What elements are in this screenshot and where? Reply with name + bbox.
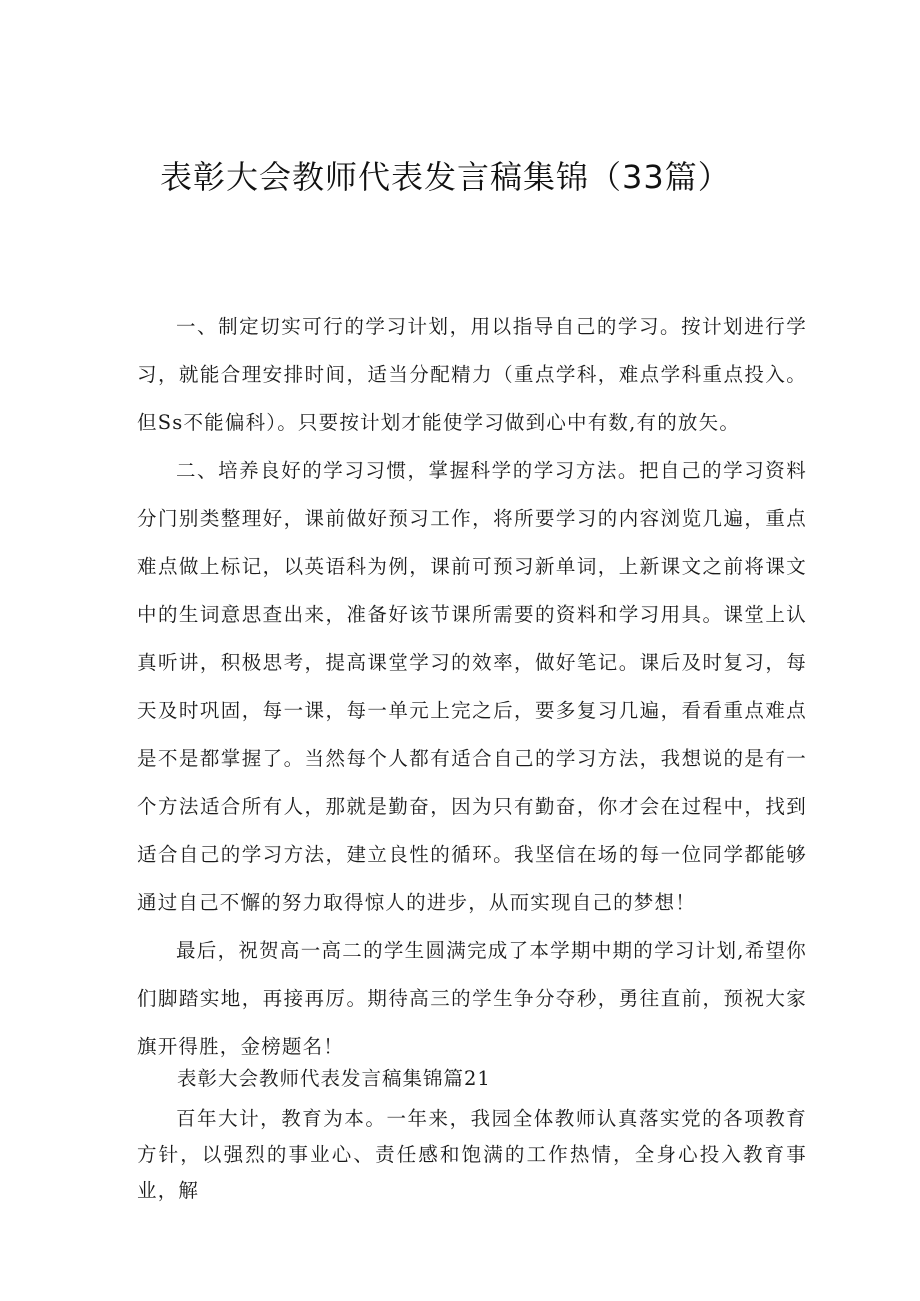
document-body: [137, 303, 807, 1209]
paragraph-section-21: 百年大计，教育为本。一年来，我园全体教师认真落实党的各项教育方针，以强烈的事业心、责任感和饱满的工作热情，全身心投入教育事业，解: [137, 1107, 807, 1202]
paragraph-study-plan: 一、制定切实可行的学习计划，用以指导自己的学习。按计划进行学习，就能合理安排时间，适当分配精力（重点学科，难点学科重点投入。但Ss不能偏科）。只要按计划才能使学习做到心中有数,有的放矢。: [137, 315, 807, 434]
paragraph-study-habits: 二、培养良好的学习习惯，掌握科学的学习方法。把自己的学习资料分门别类整理好，课前做好预习工作，将所要学习的内容浏览几遍，重点难点做上标记，以英语科为例，课前可预习新单词，上新课文之前将课文中的生词意思查出来，准备好该节课所需要的资料和学习用具。课堂上认真听讲，积极思考，提高课堂学习的效率，做好笔记。课后及时复习，每天及时巩固，每一课，每一单元上完之后，要多复习几遍，看看重点难点是不是都掌握了。当然每个人都有适合自己的学习方法，我想说的是有一个方法适合所有人，那就是勤奋，因为只有勤奋，你才会在过程中，找到适合自己的学习方法，建立良性的循环。我坚信在场的每一位同学都能够通过自己不懈的努力取得惊人的进步，从而实现自己的梦想！: [137, 459, 807, 914]
section-heading: 表彰大会教师代表发言稿集锦篇21: [177, 1067, 491, 1090]
paragraph-closing: 最后，祝贺高一高二的学生圆满完成了本学期中期的学习计划,希望你们脚踏实地，再接再厉。期待高三的学生争分夺秒，勇往直前，预祝大家旗开得胜，金榜题名！: [137, 939, 807, 1058]
document-title: 表彰大会教师代表发言稿集锦（33篇）: [160, 158, 731, 196]
